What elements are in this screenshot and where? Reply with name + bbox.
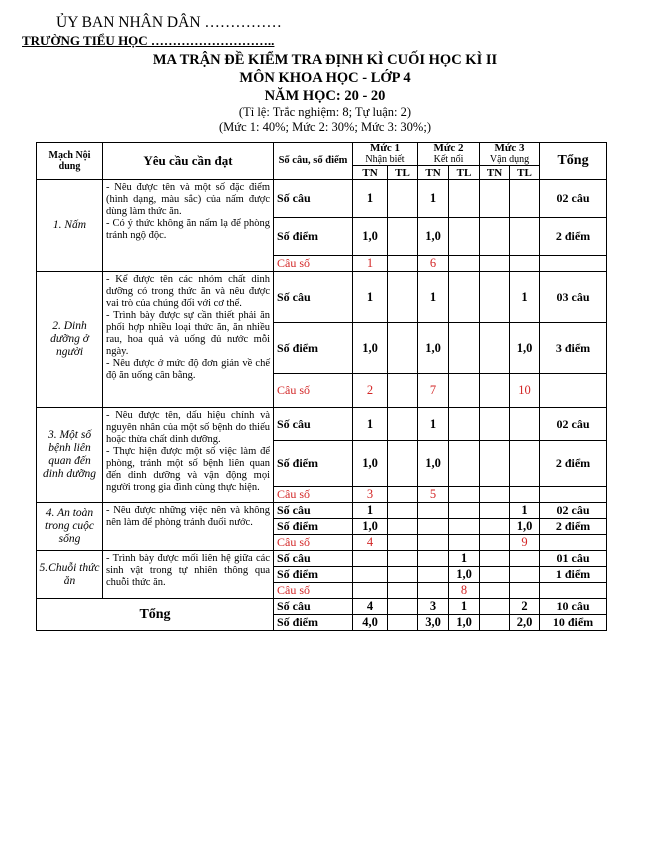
- committee-name: ỦY BAN NHÂN DÂN ……………: [56, 14, 282, 31]
- sodiem-grand-total-cell: 10 điểm: [540, 615, 607, 631]
- sodiem-value-cell: 1,0: [449, 567, 480, 583]
- requirement-cell: [103, 503, 274, 551]
- socau-grand-total-cell: 10 câu: [540, 599, 607, 615]
- causo-value-cell: 10: [510, 374, 540, 408]
- causo-value-cell: 3: [353, 487, 388, 503]
- causo-value-cell: [388, 256, 418, 272]
- socau-total-value-cell: 4: [353, 599, 388, 615]
- causo-label: Câu số: [274, 256, 353, 272]
- header-tl: TL: [449, 166, 480, 180]
- socau-total-value-cell: 2: [510, 599, 540, 615]
- socau-total-value-cell: [388, 599, 418, 615]
- sodiem-value-cell: [353, 567, 388, 583]
- causo-value-cell: 5: [418, 487, 449, 503]
- table-row: [37, 408, 607, 441]
- socau-total-cell: 02 câu: [540, 503, 607, 519]
- socau-value-cell: 1: [510, 272, 540, 323]
- table-row: [37, 503, 607, 519]
- sodiem-total-value-cell: [388, 615, 418, 631]
- topic-cell: 4. An toàn trong cuộc sống: [37, 503, 103, 551]
- topic-cell: 1. Nấm: [37, 180, 103, 272]
- causo-total-cell: [540, 374, 607, 408]
- socau-value-cell: [449, 180, 480, 218]
- sodiem-value-cell: 1,0: [353, 519, 388, 535]
- causo-value-cell: [510, 583, 540, 599]
- table-row: [37, 272, 607, 323]
- requirement-cell: [103, 272, 274, 408]
- socau-value-cell: 1: [353, 408, 388, 441]
- socau-value-cell: [449, 272, 480, 323]
- sodiem-value-cell: [418, 519, 449, 535]
- sodiem-total-cell: 2 điểm: [540, 218, 607, 256]
- socau-value-cell: [418, 551, 449, 567]
- sodiem-label: Số điểm: [274, 441, 353, 487]
- sodiem-label: Số điểm: [274, 519, 353, 535]
- causo-label: Câu số: [274, 583, 353, 599]
- causo-value-cell: 8: [449, 583, 480, 599]
- header-tl: TL: [388, 166, 418, 180]
- sodiem-value-cell: [480, 441, 510, 487]
- causo-total-cell: [540, 487, 607, 503]
- requirement-item: - Trình bày được sự cần thiết phải ăn phối hợp nhiều loại thức ăn, ăn nhiều rau, hoa quả và uống đủ nước mỗi ngày.: [106, 310, 270, 357]
- socau-value-cell: [449, 503, 480, 519]
- header-tn: TN: [480, 166, 510, 180]
- sodiem-value-cell: [388, 441, 418, 487]
- socau-value-cell: [388, 180, 418, 218]
- header-tn: TN: [418, 166, 449, 180]
- causo-value-cell: [388, 374, 418, 408]
- total-row: [37, 599, 607, 615]
- sodiem-value-cell: 1,0: [418, 441, 449, 487]
- sodiem-label: Số điểm: [274, 218, 353, 256]
- socau-label: Số câu: [274, 408, 353, 441]
- topic-cell: 2. Dinh dưỡng ở người: [37, 272, 103, 408]
- socau-total-value-cell: 1: [449, 599, 480, 615]
- sodiem-value-cell: [449, 441, 480, 487]
- socau-total-cell: 03 câu: [540, 272, 607, 323]
- header-level-3: Mức 3 Vận dụng: [480, 143, 540, 166]
- socau-value-cell: [510, 180, 540, 218]
- causo-value-cell: 9: [510, 535, 540, 551]
- sodiem-value-cell: [388, 218, 418, 256]
- sodiem-total-cell: 2 điểm: [540, 441, 607, 487]
- sodiem-value-cell: 1,0: [510, 519, 540, 535]
- socau-total-cell: 01 câu: [540, 551, 607, 567]
- causo-value-cell: 2: [353, 374, 388, 408]
- socau-value-cell: [480, 272, 510, 323]
- causo-value-cell: [388, 583, 418, 599]
- header-requirement: Yêu cầu cần đạt: [103, 143, 274, 180]
- sodiem-value-cell: [510, 218, 540, 256]
- table-row: [37, 180, 607, 218]
- document-title: MA TRẬN ĐỀ KIỂM TRA ĐỊNH KÌ CUỐI HỌC KÌ II: [152, 52, 498, 68]
- header-level-1: Mức 1 Nhận biết: [353, 143, 418, 166]
- socau-total-value-cell: 3: [418, 599, 449, 615]
- sodiem-value-cell: 1,0: [418, 323, 449, 374]
- sodiem-value-cell: 1,0: [353, 441, 388, 487]
- socau-value-cell: 1: [353, 503, 388, 519]
- requirement-cell: [103, 408, 274, 503]
- causo-total-cell: [540, 535, 607, 551]
- socau-value-cell: [388, 503, 418, 519]
- socau-value-cell: [418, 503, 449, 519]
- header-level-2: Mức 2 Kết nối: [418, 143, 480, 166]
- sodiem-value-cell: [449, 519, 480, 535]
- school-year: NĂM HỌC: 20 - 20: [264, 88, 386, 104]
- sodiem-value-cell: [510, 441, 540, 487]
- sodiem-total-value-cell: 3,0: [418, 615, 449, 631]
- sodiem-label: Số điểm: [274, 323, 353, 374]
- socau-value-cell: [388, 408, 418, 441]
- socau-value-cell: 1: [418, 408, 449, 441]
- causo-value-cell: [449, 256, 480, 272]
- sodiem-total-cell: 2 điểm: [540, 519, 607, 535]
- socau-value-cell: 1: [353, 180, 388, 218]
- causo-label: Câu số: [274, 535, 353, 551]
- causo-value-cell: 1: [353, 256, 388, 272]
- sodiem-value-cell: 1,0: [418, 218, 449, 256]
- socau-value-cell: [388, 551, 418, 567]
- socau-label: Số câu: [274, 599, 353, 615]
- socau-value-cell: [480, 408, 510, 441]
- requirement-item: - Trình bày được mối liên hệ giữa các sinh vật trong tự nhiên thông qua chuỗi thức ăn.: [106, 553, 270, 588]
- sodiem-total-value-cell: [480, 615, 510, 631]
- causo-value-cell: [510, 487, 540, 503]
- socau-value-cell: 1: [418, 272, 449, 323]
- sodiem-label: Số điểm: [274, 567, 353, 583]
- causo-value-cell: [510, 256, 540, 272]
- sodiem-total-value-cell: 4,0: [353, 615, 388, 631]
- socau-label: Số câu: [274, 180, 353, 218]
- table-row: [37, 551, 607, 567]
- causo-total-cell: [540, 256, 607, 272]
- socau-value-cell: 1: [353, 272, 388, 323]
- assessment-matrix-table: [36, 142, 607, 631]
- causo-value-cell: [418, 535, 449, 551]
- sodiem-total-value-cell: 1,0: [449, 615, 480, 631]
- header-count: Số câu, số điểm: [274, 143, 353, 180]
- socau-value-cell: 1: [418, 180, 449, 218]
- sodiem-value-cell: [480, 218, 510, 256]
- requirement-item: - Nêu được tên và một số đặc điểm (hình dạng, màu sắc) của nấm được dùng làm thức ăn.: [106, 182, 270, 217]
- causo-value-cell: [388, 535, 418, 551]
- causo-value-cell: [449, 535, 480, 551]
- causo-value-cell: [418, 583, 449, 599]
- sodiem-value-cell: [388, 323, 418, 374]
- sodiem-value-cell: [388, 567, 418, 583]
- requirement-item: - Nêu được tên, dấu hiệu chính và nguyên nhân của một số bệnh do thiếu hoặc thừa chất dinh dưỡng.: [106, 410, 270, 445]
- socau-value-cell: [388, 272, 418, 323]
- causo-value-cell: 6: [418, 256, 449, 272]
- socau-label: Số câu: [274, 272, 353, 323]
- sodiem-value-cell: [388, 519, 418, 535]
- sodiem-total-cell: 1 điểm: [540, 567, 607, 583]
- sodiem-value-cell: [480, 567, 510, 583]
- causo-total-cell: [540, 583, 607, 599]
- socau-total-cell: 02 câu: [540, 408, 607, 441]
- sodiem-label: Số điểm: [274, 615, 353, 631]
- causo-value-cell: [449, 374, 480, 408]
- socau-label: Số câu: [274, 551, 353, 567]
- topic-cell: 3. Một số bệnh liên quan đến dinh dưỡng: [37, 408, 103, 503]
- causo-value-cell: [388, 487, 418, 503]
- sodiem-value-cell: [449, 323, 480, 374]
- causo-label: Câu số: [274, 487, 353, 503]
- requirement-cell: [103, 551, 274, 599]
- causo-value-cell: [353, 583, 388, 599]
- requirement-item: - Nêu được ở mức độ đơn giản về chế độ ăn uống cân bằng.: [106, 358, 270, 381]
- school-name: TRƯỜNG TIỂU HỌC ………………………..: [22, 33, 275, 48]
- socau-value-cell: [480, 503, 510, 519]
- sodiem-value-cell: [480, 323, 510, 374]
- socau-total-cell: 02 câu: [540, 180, 607, 218]
- sodiem-value-cell: [449, 218, 480, 256]
- causo-value-cell: [480, 256, 510, 272]
- socau-label: Số câu: [274, 503, 353, 519]
- socau-value-cell: [480, 180, 510, 218]
- socau-value-cell: [480, 551, 510, 567]
- requirement-item: - Kể được tên các nhóm chất dinh dưỡng có trong thức ăn và nêu được vai trò của chúng đối với cơ thể.: [106, 274, 270, 309]
- sodiem-value-cell: [418, 567, 449, 583]
- sodiem-value-cell: 1,0: [353, 323, 388, 374]
- socau-value-cell: [510, 551, 540, 567]
- header-tl: TL: [510, 166, 540, 180]
- requirement-cell: [103, 180, 274, 272]
- subject-title: MÔN KHOA HỌC - LỚP 4: [239, 70, 411, 86]
- causo-value-cell: [449, 487, 480, 503]
- socau-value-cell: 1: [449, 551, 480, 567]
- requirement-item: - Nêu được những việc nên và không nên làm để phòng tránh đuối nước.: [106, 505, 270, 528]
- socau-total-value-cell: [480, 599, 510, 615]
- socau-value-cell: 1: [510, 503, 540, 519]
- socau-value-cell: [449, 408, 480, 441]
- socau-value-cell: [353, 551, 388, 567]
- question-ratio: (Tỉ lệ: Trắc nghiệm: 8; Tự luận: 2): [238, 105, 412, 119]
- causo-value-cell: [480, 583, 510, 599]
- header-tn: TN: [353, 166, 388, 180]
- causo-value-cell: [480, 487, 510, 503]
- sodiem-total-value-cell: 2,0: [510, 615, 540, 631]
- causo-label: Câu số: [274, 374, 353, 408]
- matrix-body: [37, 180, 607, 599]
- requirement-item: - Có ý thức không ăn nấm lạ để phòng tránh ngộ độc.: [106, 218, 270, 241]
- grand-total-label: Tổng: [37, 599, 274, 631]
- sodiem-value-cell: 1,0: [353, 218, 388, 256]
- sodiem-value-cell: 1,0: [510, 323, 540, 374]
- header-total: Tổng: [540, 143, 607, 180]
- level-ratio: (Mức 1: 40%; Mức 2: 30%; Mức 3: 30%;): [219, 120, 431, 134]
- matrix-footer: [37, 599, 607, 631]
- topic-cell: 5.Chuỗi thức ăn: [37, 551, 103, 599]
- causo-value-cell: 4: [353, 535, 388, 551]
- sodiem-value-cell: [480, 519, 510, 535]
- requirement-item: - Thực hiện được một số việc làm để phòng, tránh một số bệnh liên quan đến dinh dưỡng và vận động mọi người trong gia đình cùng thực hiện.: [106, 446, 270, 493]
- sodiem-total-cell: 3 điểm: [540, 323, 607, 374]
- header-topic: Mạch Nội dung: [37, 143, 103, 180]
- causo-value-cell: 7: [418, 374, 449, 408]
- causo-value-cell: [480, 374, 510, 408]
- socau-value-cell: [510, 408, 540, 441]
- sodiem-value-cell: [510, 567, 540, 583]
- causo-value-cell: [480, 535, 510, 551]
